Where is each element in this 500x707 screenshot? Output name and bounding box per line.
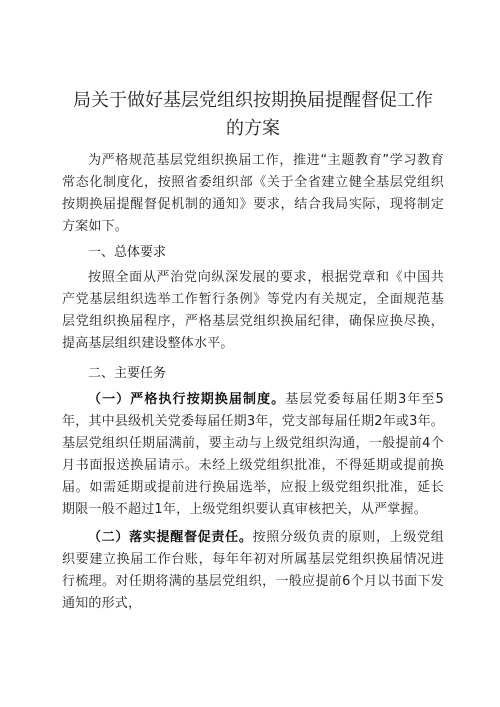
task-2-paragraph (62, 527, 444, 615)
task-2-label: （二）落实提醒督促责任。 (88, 530, 253, 545)
task-2-body: 按照分级负责的原则，上级党组织要建立换届工作台账，每年年初对所属基层党组织换届情况进行梳理。对任期将满的基层党组织，一般应提前6个月以书面下发通知的形式， (62, 530, 444, 611)
task-1-body: 基层党委每届任期3年至5年，其中县级机关党委每届任期3年，党支部每届任期2年或3年。基层党组织任期届满前，要主动与上级党组织沟通，一般提前4个月书面报送换届请示。未经上级党组织批准，不得延期或提前换届。如需延期或提前进行换届选举，应报上级党组织批准，延长期限一般不超过1年，上级党组织要认真审核把关，从严掌握。 (62, 392, 444, 517)
intro-paragraph: 为严格规范基层党组织换届工作，推进“主题教育”学习教育常态化制度化，按照省委组织部《关于全省建立健全基层党组织按期换届提醒督促机制的通知》要求，结合我局实际，现将制定方案如下。 (62, 153, 444, 234)
section-heading-main-tasks: 二、主要任务 (88, 366, 167, 381)
general-requirements-paragraph: 按照全面从严治党向纵深发展的要求，根据党章和《中国共产党基层组织选举工作暂行条例》等党内有关规定，全面规范基层党组织换届程序，严格基层党组织换届纪律，确保应换尽换，提高基层组织建设整体水平。 (62, 270, 444, 351)
task-1-paragraph (62, 389, 444, 521)
title-line-2: 的方案 (226, 118, 280, 139)
task-1-label: （一）严格执行按期换届制度。 (88, 392, 286, 407)
section-heading-general-requirements: 一、总体要求 (88, 245, 167, 260)
title-line-1: 局关于做好基层党组织按期换届提醒督促工作 (73, 90, 433, 111)
document-title (62, 88, 444, 142)
